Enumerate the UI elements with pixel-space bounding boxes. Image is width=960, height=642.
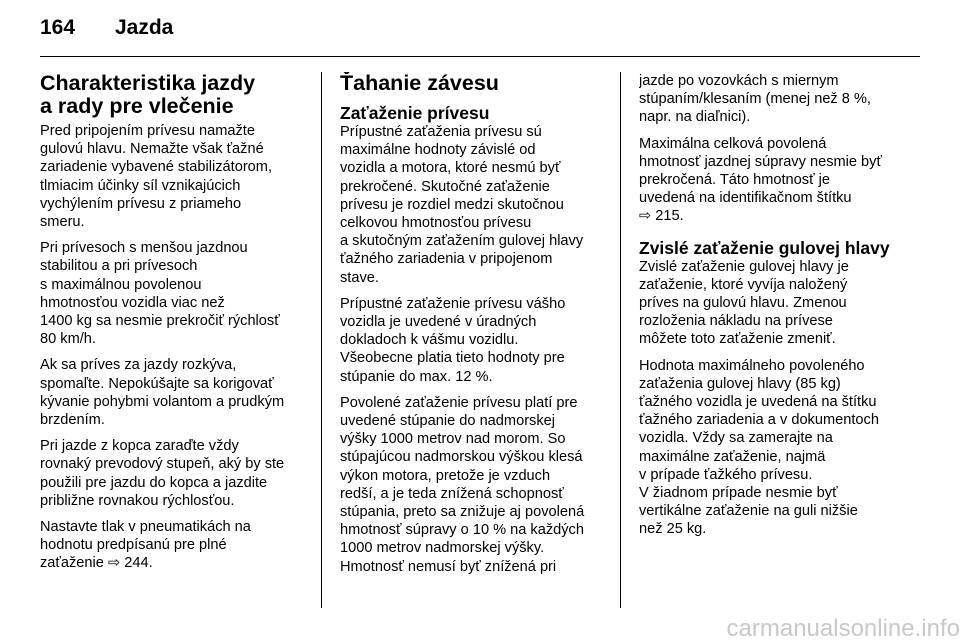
column-2 xyxy=(340,72,604,612)
col3-heading: Zvislé zaťaženie gulovej hlavy xyxy=(639,237,890,258)
col3-paragraph: Maximálna celková povolená hmotnosť jazdnej súpravy nesmie byť prekročená. Táto hmotnosť je uvedená na identifikačnom štítku ⇨ 215. xyxy=(639,135,882,225)
page-header xyxy=(40,16,920,48)
col2-heading: Ťahanie závesu xyxy=(340,72,499,95)
column-3 xyxy=(639,72,903,612)
col2-paragraph: Prípustné zaťaženia prívesu sú maximálne hodnoty závislé od vozidla a motora, ktoré nesmú byť prekročené. Skutočné zaťaženie prívesu je rozdiel medzi skutočnou celkovou hmotnosťou prívesu a skutočným zaťažením gulovej hlavy ťažného zariadenia v pripojenom stave. xyxy=(340,124,584,286)
header-rule xyxy=(40,56,920,57)
column-1 xyxy=(40,72,304,612)
watermark: carmanualsonline.info xyxy=(726,615,960,642)
col2-subheading: Zaťaženie prívesu xyxy=(340,103,490,123)
column-divider xyxy=(620,72,621,608)
col1-paragraph: Pri prívesoch s menšou jazdnou stabilitou a pri prívesoch s maximálnou povolenou hmotnosťou vozidla viac než 1400 kg sa nesmie prekročiť rýchlosť 80 km/h. xyxy=(40,240,280,348)
col1-paragraph: Nastavte tlak v pneumatikách na hodnotu predpísanú pre plné zaťaženie ⇨ 244. xyxy=(40,519,251,572)
col3-paragraph: Zvislé zaťaženie gulovej hlavy je zaťaženie, ktoré vyvíja naložený príves na gulovú hlavu. Zmenou rozloženia nákladu na prívese môžete toto zaťaženie zmeniť. xyxy=(639,258,849,348)
col2-paragraph: Povolené zaťaženie prívesu platí pre uvedené stúpanie do nadmorskej výšky 1000 metrov nad morom. So stúpajúcou nadmorskou výškou klesá výkon motora, pretože je vzduch redší, a je teda znížená schopnosť stúpania, preto sa znižuje aj povolená hmotnosť súpravy o 10 % na každých 1000 metrov nadmorskej výšky. Hmotnosť nemusí byť znížená pri xyxy=(340,394,585,575)
col2-paragraph: Prípustné zaťaženie prívesu vášho vozidla je uvedené v úradných dokladoch k vášmu vozidlu. Všeobecne platia tieto hodnoty pre stúpanie do max. 12 %. xyxy=(340,295,566,385)
col1-paragraph: Ak sa príves za jazdy rozkýva, spomaľte. Nepokúšajte sa korigovať kývanie pohybmi volantom a prudkým brzdením. xyxy=(40,357,285,429)
col1-paragraph: Pri jazde z kopca zaraďte vždy rovnaký prevodový stupeň, aký by ste použili pre jazdu do kopca a jazdite približne rovnakou rýchlosťou. xyxy=(40,438,285,509)
section-title: Jazda xyxy=(115,16,174,39)
col1-paragraph: Pred pripojením prívesu namažte gulovú hlavu. Nemažte však ťažné zariadenie vybavené stabilizátorom, tlmiacim účinky síl vznikajúcich vychýlením prívesu z priameho smeru. xyxy=(40,123,273,231)
page-number: 164 xyxy=(40,16,76,39)
col3-paragraph: jazde po vozovkách s miernym stúpaním/klesaním (menej než 8 %, napr. na diaľnici). xyxy=(639,73,871,126)
col1-heading: Charakteristika jazdy a rady pre vlečenie xyxy=(40,72,256,118)
col3-paragraph: Hodnota maximálneho povoleného zaťaženia gulovej hlavy (85 kg) ťažného vozidla je uvedená na štítku ťažného zariadenia a v dokumentoch vozidla. Vždy sa zamerajte na maximálne zaťaženie, najmä v prípade ťažkého prívesu. V žiadnom prípade nesmie byť vertikálne zaťaženie na guli nižšie než 25 kg. xyxy=(639,357,879,538)
column-divider xyxy=(321,72,322,608)
